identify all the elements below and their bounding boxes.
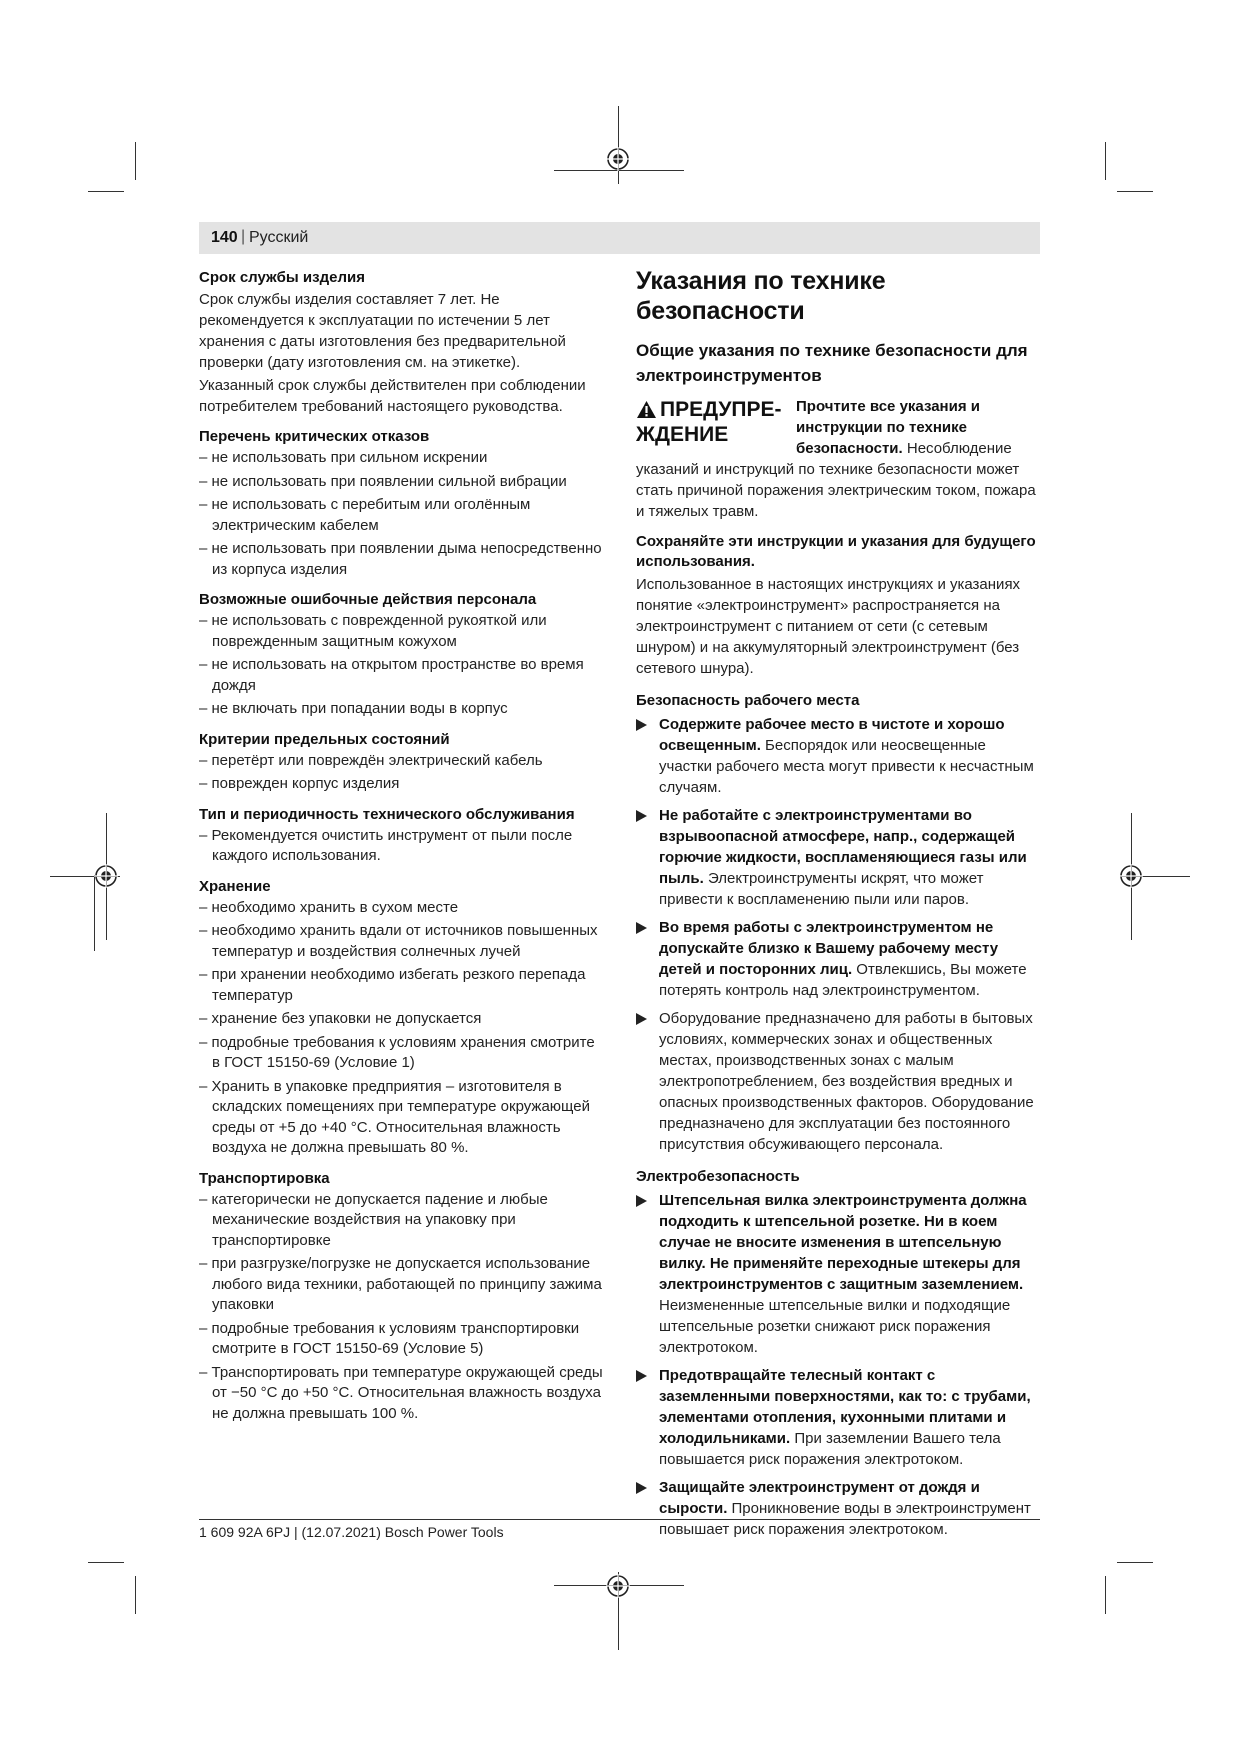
section-title-electrical-safety: Электробезопасность (636, 1168, 800, 1185)
item-text: Отвлекшись, Вы можете потерять контроль над электроинструментом. (659, 961, 1027, 999)
warning-label-text: ПРЕДУПРЕ-ЖДЕНИЕ (636, 398, 782, 446)
list-item: – при разгрузке/погрузке не допускается использование любого вида техники, работающей по принципу зажима упаковки (199, 1255, 602, 1313)
section-title-critical-failures: Перечень критических отказов (199, 428, 430, 445)
item-bold-text: Не работайте с электроинструментами во взрывоопасной атмосфере, напр., содержащей горючие жидкости, воспламеняющиеся газы или пыль. (659, 807, 1027, 887)
list-item: – подробные требования к условиям хранения смотрите в ГОСТ 15150-69 (Условие 1) (199, 1033, 595, 1071)
bullet-arrow-icon (636, 719, 647, 731)
footer-divider (199, 1519, 1040, 1520)
bullet-arrow-icon (636, 1195, 647, 1207)
list-item: – не использовать с перебитым или оголённым электрическим кабелем (199, 496, 531, 534)
list-item: – не использовать с поврежденной рукояткой или поврежденным защитным кожухом (199, 612, 547, 650)
list-item (636, 805, 1042, 910)
limit-states-list (199, 751, 605, 795)
header-separator: | (241, 228, 246, 245)
list-item: – необходимо хранить вдали от источников повышенных температур и воздействия солнечных лучей (199, 922, 598, 960)
bullet-arrow-icon (636, 922, 647, 934)
bullet-arrow-icon (636, 1482, 647, 1494)
page-number: 140 (211, 229, 238, 246)
list-item: – категорически не допускается падение и любые механические воздействия на упаковку при транспортировке (199, 1190, 548, 1249)
list-item (636, 714, 1042, 798)
critical-failures-list (199, 448, 605, 580)
section-title-transport: Транспортировка (199, 1169, 330, 1187)
section-title-user-errors: Возможные ошибочные действия персонала (199, 591, 537, 608)
list-item: – Рекомендуется очистить инструмент от пыли после каждого использования. (199, 826, 573, 864)
item-bold-text: Защищайте электроинструмент от дождя и сырости. (659, 1479, 980, 1517)
bullet-arrow-icon (636, 1013, 647, 1025)
save-instructions-note: Сохраняйте эти инструкции и указания для будущего использования. (636, 533, 1036, 570)
item-text: Неизмененные штепсельные вилки и подходящие штепсельные розетки снижают риск поражения электротоком. (659, 1297, 1011, 1356)
item-bold-text: Во время работы с электроинструментом не допускайте близко к Вашему рабочему месту детей и посторонних лиц. (659, 919, 999, 978)
item-bold-text: Содержите рабочее место в чистоте и хорошо освещенным. (659, 716, 1005, 754)
service-life-note: Указанный срок службы действителен при соблюдении потребителем требований настоящего руководства. (199, 377, 586, 415)
item-text: Проникновение воды в электроинструмент повышает риск поражения электротоком. (659, 1500, 1031, 1538)
page-header (199, 222, 1040, 254)
list-item: – Хранить в упаковке предприятия – изготовителя в складских помещениях при температуре окружающей среды от +5 до +40 °C. Относительная влажность воздуха не должна превышать 80 %. (199, 1077, 590, 1156)
right-column (636, 266, 1042, 1540)
section-title-limit-states: Критерии предельных состояний (199, 730, 450, 748)
list-item: – поврежден корпус изделия (199, 775, 400, 792)
list-item: – не использовать на открытом пространстве во время дождя (199, 656, 584, 694)
item-text: При заземлении Вашего тела повышается риск поражения электротоком. (659, 1430, 1001, 1468)
page-title: Указания по технике безопасности (636, 267, 886, 325)
warning-bold-text: Прочтите все указания и инструкции по технике безопасности. (796, 398, 980, 457)
item-text: Оборудование предназначено для работы в бытовых условиях, коммерческих зонах и общественных местах, производственных зонах с малым электропотреблением, без воздействия вредных и опасных производственных факторов. Оборудование предназначено для эксплуатации без постоянного присутствия обсуживающего персонала. (659, 1010, 1034, 1153)
list-item (636, 1008, 1042, 1155)
left-column (199, 268, 605, 1427)
warning-triangle-icon (636, 400, 657, 419)
transport-list (199, 1190, 605, 1425)
list-item: – не использовать при появлении сильной вибрации (199, 472, 567, 490)
section-title-workplace-safety: Безопасность рабочего места (636, 692, 860, 709)
header-language: Русский (249, 229, 309, 246)
warning-block (636, 396, 1042, 522)
list-item: – хранение без упаковки не допускается (199, 1010, 482, 1027)
list-item: – не использовать при сильном искрении (199, 449, 488, 466)
workplace-safety-list (636, 714, 1042, 1155)
bullet-arrow-icon (636, 1370, 647, 1382)
warning-text: Несоблюдение указаний и инструкций по технике безопасности может стать причиной поражения электрическим током, пожара и тяжелых травм. (636, 440, 1036, 520)
list-item (636, 1190, 1042, 1358)
list-item: – необходимо хранить в сухом месте (199, 898, 459, 916)
page-footer: 1 609 92A 6PJ | (12.07.2021) Bosch Power Tools (199, 1524, 504, 1540)
list-item: – перетёрт или повреждён электрический кабель (199, 751, 543, 769)
registration-mark-icon (606, 147, 630, 171)
section-title-service-life: Срок службы изделия (199, 269, 365, 286)
section-title-storage: Хранение (199, 877, 271, 895)
definition-paragraph: Использованное в настоящих инструкциях и указаниях понятие «электроинструмент» распространяется на электроинструмент с питанием от сети (с сетевым шнуром) и на аккумуляторный электроинструмент (без сетевого шнура). (636, 576, 1021, 677)
storage-list (199, 898, 605, 1159)
item-text: Беспорядок или неосвещенные участки рабочего места могут привести к несчастным случаям. (659, 737, 1034, 796)
item-bold-text: Предотвращайте телесный контакт с заземленными поверхностями, как то: с трубами, элементами отопления, кухонными плитами и холодильниками. (659, 1367, 1031, 1447)
section-subtitle: Общие указания по технике безопасности для электроинструментов (636, 341, 1028, 385)
list-item (636, 1477, 1042, 1540)
list-item: – подробные требования к условиям транспортировки смотрите в ГОСТ 15150-69 (Условие 5) (199, 1319, 580, 1357)
registration-mark-icon (606, 1574, 630, 1598)
registration-mark-icon (94, 864, 118, 888)
list-item (636, 917, 1042, 1001)
registration-mark-icon (1119, 864, 1143, 888)
maintenance-list (199, 826, 605, 867)
list-item (636, 1365, 1042, 1470)
list-item: – не использовать при появлении дыма непосредственно из корпуса изделия (199, 540, 602, 578)
list-item: – при хранении необходимо избегать резкого перепада температур (199, 966, 586, 1004)
electrical-safety-list (636, 1190, 1042, 1540)
item-bold-text: Штепсельная вилка электроинструмента должна подходить к штепсельной розетке. Ни в коем случае не вносите изменения в штепсельную вилку. Не применяйте переходные штекеры для электроинструментов с защитным заземлением. (659, 1192, 1027, 1293)
item-text: Электроинструменты искрят, что может привести к воспламенению пыли или паров. (659, 870, 984, 908)
user-errors-list (199, 611, 605, 720)
section-title-maintenance: Тип и периодичность технического обслуживания (199, 805, 575, 823)
service-life-paragraph: Срок службы изделия составляет 7 лет. Не рекомендуется к эксплуатации по истечении 5 лет хранения с даты изготовления без предварительной проверки (дату изготовления см. на этикетке). (199, 291, 566, 371)
list-item: – Транспортировать при температуре окружающей среды от −50 °C до +50 °C. Относительная влажность воздуха не должна превышать 100 %. (199, 1363, 603, 1422)
warning-label (636, 397, 788, 447)
bullet-arrow-icon (636, 810, 647, 822)
list-item: – не включать при попадании воды в корпус (199, 700, 508, 717)
